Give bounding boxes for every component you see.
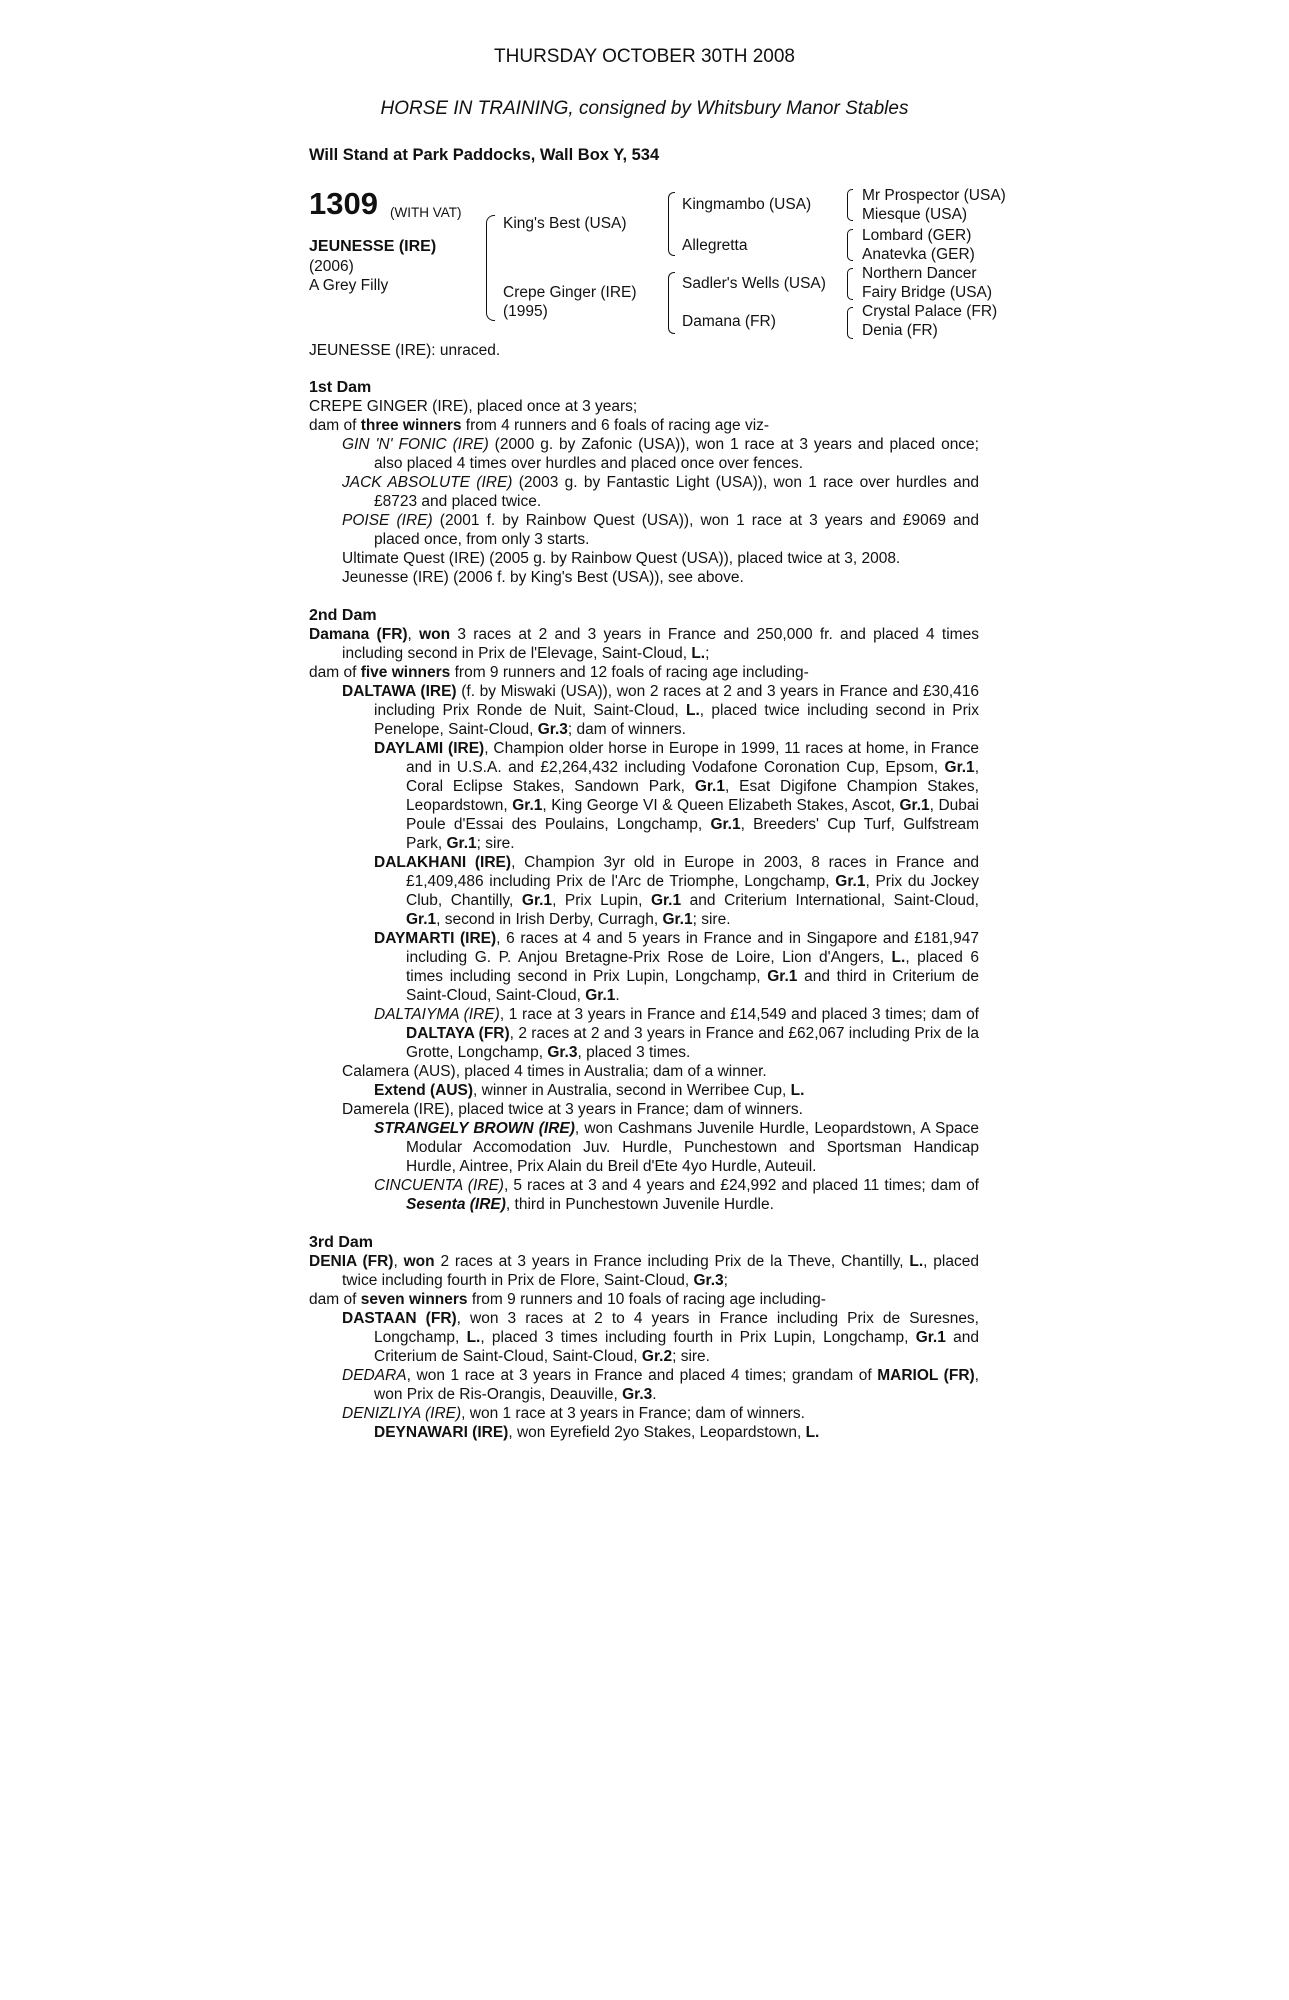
produce-entry: DAYMARTI (IRE), 6 races at 4 and 5 years in France and in Singapore and £181,947 including G. P. Anjou Bretagne-Prix Rose de Loire, Lion d'Angers, L., placed 6 times including second in Prix Lupin, Longchamp, Gr.1 and third in Criterium de Saint-Cloud, Saint-Cloud, Gr.1. xyxy=(374,930,979,1004)
pedigree-ds-dam: Fairy Bridge (USA) xyxy=(862,284,993,301)
catalogue-body xyxy=(309,378,979,1442)
produce-entry: POISE (IRE) (2001 f. by Rainbow Quest (USA)), won 1 race at 3 years and £9069 and placed once, from only 3 starts. xyxy=(342,512,979,548)
produce-entry: Calamera (AUS), placed 4 times in Australia; dam of a winner. xyxy=(342,1063,767,1080)
pedigree-brace xyxy=(486,215,495,321)
produce-entry: DALTAIYMA (IRE), 1 race at 3 years in France and £14,549 and placed 3 times; dam of DALTAYA (FR), 2 races at 2 and 3 years in France and £62,067 including Prix de la Grotte, Longchamp, Gr.3, placed 3 times. xyxy=(374,1006,980,1061)
pedigree-sd-dam: Anatevka (GER) xyxy=(862,246,975,263)
pedigree-ss-dam: Miesque (USA) xyxy=(862,206,968,223)
second-dam-line: Damana (FR), won 3 races at 2 and 3 years in France and 250,000 fr. and placed 4 times including second in Prix de l'Elevage, Saint-Cloud, L.; xyxy=(309,626,979,662)
second-dam-heading: 2nd Dam xyxy=(309,607,377,624)
pedigree-ds-sire: Northern Dancer xyxy=(862,265,977,282)
pedigree-brace xyxy=(668,192,675,256)
pedigree-brace xyxy=(668,272,675,334)
produce-entry: STRANGELY BROWN (IRE), won Cashmans Juvenile Hurdle, Leopardstown, A Space Modular Accomodation Juv. Hurdle, Punchestown and Sportsman Handicap Hurdle, Aintree, Prix Alain du Breil d'Ete 4yo Hurdle, Auteuil. xyxy=(374,1120,979,1175)
pedigree-dam-year: (1995) xyxy=(503,303,548,320)
foaling-year: (2006) xyxy=(309,258,354,275)
produce-entry: Damerela (IRE), placed twice at 3 years in France; dam of winners. xyxy=(342,1101,803,1118)
produce-entry: DALAKHANI (IRE), Champion 3yr old in Europe in 2003, 8 races in France and £1,409,486 including Prix de l'Arc de Triomphe, Longchamp, Gr.1, Prix du Jockey Club, Chantilly, Gr.1, Prix Lupin, Gr.1 and Criterium International, Saint-Cloud, Gr.1, second in Irish Derby, Curragh, Gr.1; sire. xyxy=(374,854,980,928)
consignment-line: HORSE IN TRAINING, consigned by Whitsbury Manor Stables xyxy=(380,98,909,119)
produce-entry: DALTAWA (IRE) (f. by Miswaki (USA)), won 2 races at 2 and 3 years in France and £30,416 including Prix Ronde de Nuit, Saint-Cloud, L., placed twice including second in Prix Penelope, Saint-Cloud, Gr.3; dam of winners. xyxy=(342,683,980,738)
racing-record: JEUNESSE (IRE): unraced. xyxy=(309,342,501,359)
horse-name: JEUNESSE (IRE) xyxy=(309,238,437,255)
produce-entry: JACK ABSOLUTE (IRE) (2003 g. by Fantastic Light (USA)), won 1 race over hurdles and £8723 and placed twice. xyxy=(342,474,979,510)
horse-description: A Grey Filly xyxy=(309,277,389,294)
produce-entry: Ultimate Quest (IRE) (2005 g. by Rainbow Quest (USA)), placed twice at 3, 2008. xyxy=(342,550,901,567)
produce-entry: DENIZLIYA (IRE), won 1 race at 3 years in France; dam of winners. xyxy=(342,1405,805,1422)
produce-entry: DEYNAWARI (IRE), won Eyrefield 2yo Stakes, Leopardstown, L. xyxy=(374,1424,820,1441)
pedigree-brace xyxy=(847,307,853,339)
third-dam-line: DENIA (FR), won 2 races at 3 years in France including Prix de la Theve, Chantilly, L., placed twice including fourth in Prix de Flore, Saint-Cloud, Gr.3; xyxy=(309,1253,979,1289)
produce-entry: Extend (AUS), winner in Australia, second in Werribee Cup, L. xyxy=(374,1082,805,1099)
lot-number: 1309 xyxy=(309,186,378,221)
pedigree-dam-dam: Damana (FR) xyxy=(682,313,776,330)
produce-entry: CINCUENTA (IRE), 5 races at 3 and 4 years and £24,992 and placed 11 times; dam of Sesenta (IRE), third in Punchestown Juvenile Hurdle. xyxy=(374,1177,979,1213)
pedigree-ss-sire: Mr Prospector (USA) xyxy=(862,187,1006,204)
produce-entry: DEDARA, won 1 race at 3 years in France and placed 4 times; grandam of MARIOL (FR), won Prix de Ris-Orangis, Deauville, Gr.3. xyxy=(342,1367,979,1403)
produce-entry: GIN 'N' FONIC (IRE) (2000 g. by Zafonic (USA)), won 1 race at 3 years and placed once; also placed 4 times over hurdles and placed once over fences. xyxy=(342,436,979,472)
first-dam-line: CREPE GINGER (IRE), placed once at 3 years; xyxy=(309,398,638,415)
pedigree-dam: Crepe Ginger (IRE) xyxy=(503,284,637,301)
pedigree-sire-sire: Kingmambo (USA) xyxy=(682,196,812,213)
pedigree-brace xyxy=(847,229,853,261)
pedigree-dam-sire: Sadler's Wells (USA) xyxy=(682,275,826,292)
third-dam-produce-line: dam of seven winners from 9 runners and 10 foals of racing age including- xyxy=(309,1291,826,1308)
vat-note: (WITH VAT) xyxy=(390,205,462,220)
second-dam-produce-line: dam of five winners from 9 runners and 12 foals of racing age including- xyxy=(309,664,809,681)
produce-entry: Jeunesse (IRE) (2006 f. by King's Best (USA)), see above. xyxy=(342,569,744,586)
third-dam-heading: 3rd Dam xyxy=(309,1234,374,1251)
pedigree-sire: King's Best (USA) xyxy=(503,215,627,232)
pedigree-dd-dam: Denia (FR) xyxy=(862,322,938,339)
stand-location: Will Stand at Park Paddocks, Wall Box Y, 534 xyxy=(309,146,660,164)
pedigree-sire-dam: Allegretta xyxy=(682,237,748,254)
produce-entry: DAYLAMI (IRE), Champion older horse in Europe in 1999, 11 races at home, in France and in U.S.A. and £2,264,432 including Vodafone Coronation Cup, Epsom, Gr.1, Coral Eclipse Stakes, Sandown Park, Gr.1, Esat Digifone Champion Stakes, Leopardstown, Gr.1, King George VI & Queen Elizabeth Stakes, Ascot, Gr.1, Dubai Poule d'Essai des Poulains, Longchamp, Gr.1, Breeders' Cup Turf, Gulfstream Park, Gr.1; sire. xyxy=(374,740,979,852)
pedigree-brace xyxy=(847,268,853,300)
pedigree-sd-sire: Lombard (GER) xyxy=(862,227,972,244)
sale-date: THURSDAY OCTOBER 30TH 2008 xyxy=(494,46,795,67)
first-dam-produce-line: dam of three winners from 4 runners and 6 foals of racing age viz- xyxy=(309,417,770,434)
pedigree-dd-sire: Crystal Palace (FR) xyxy=(862,303,998,320)
produce-entry: DASTAAN (FR), won 3 races at 2 to 4 years in France including Prix de Suresnes, Longchamp, L., placed 3 times including fourth in Prix Lupin, Longchamp, Gr.1 and Criterium de Saint-Cloud, Saint-Cloud, Gr.2; sire. xyxy=(342,1310,979,1365)
pedigree-brace xyxy=(847,189,853,221)
first-dam-heading: 1st Dam xyxy=(309,379,372,396)
